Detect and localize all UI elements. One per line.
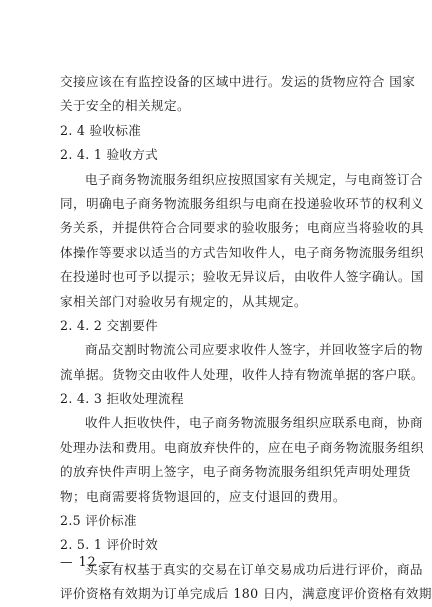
paragraph-first-line: 商品交割时物流公司应要求收件人签字，并回收签字后的物 xyxy=(85,342,423,358)
text-line: 流单据。货物交由收件人处理，收件人持有物流单据的客户联。 xyxy=(60,366,424,382)
paragraph-first-line: 买家有权基于真实的交易在订单交易成功后进行评价，商品 xyxy=(85,561,423,577)
section-heading: 2.5 评价标准 xyxy=(60,513,137,529)
paragraph-first-line: 电子商务物流服务组织应按照国家有关规定，与电商签订合 xyxy=(85,171,423,187)
text-line: 物；电商需要将货物退回的，应支付退回的费用。 xyxy=(60,488,346,504)
text-line: 体操作等要求以适当的方式告知收件人，电子商务物流服务组织 xyxy=(60,244,424,260)
subsection-heading: 2. 4. 3 拒收处理流程 xyxy=(60,391,184,407)
subsection-heading: 2. 4. 2 交割要件 xyxy=(60,317,159,333)
document-page xyxy=(60,70,432,607)
text-line: 在投递时也可予以提示；验收无异议后，由收件人签字确认。国 xyxy=(60,269,424,285)
text-line: 的放弃快件声明上签字，电子商务物流服务组织凭声明处理货 xyxy=(60,464,411,480)
paragraph-first-line: 收件人拒收快件，电子商务物流服务组织应联系电商，协商 xyxy=(85,415,423,431)
section-heading: 2. 4 验收标准 xyxy=(60,122,142,138)
text-line: 处理办法和费用。电商放弃快件的，应在电子商务物流服务组织 xyxy=(60,439,424,455)
text-line: 关于安全的相关规定。 xyxy=(60,98,190,114)
subsection-heading: 2. 4. 1 验收方式 xyxy=(60,147,159,163)
text-line: 务关系，并提供符合合同要求的验收服务；电商应当将验收的具 xyxy=(60,220,424,236)
subsection-heading: 2. 5. 1 评价时效 xyxy=(60,537,159,553)
text-line: 评价资格有效期为订单完成后 180 日内，满意度评价资格有效期 xyxy=(60,586,432,602)
text-line: 交接应该在有监控设备的区域中进行。发运的货物应符合 国家 xyxy=(60,74,416,89)
text-line: 家相关部门对验收另有规定的，从其规定。 xyxy=(60,293,307,309)
page-number: — 12 — xyxy=(60,554,116,569)
text-line: 同，明确电子商务物流服务组织与电商在投递验收环节的权利义 xyxy=(60,195,424,211)
